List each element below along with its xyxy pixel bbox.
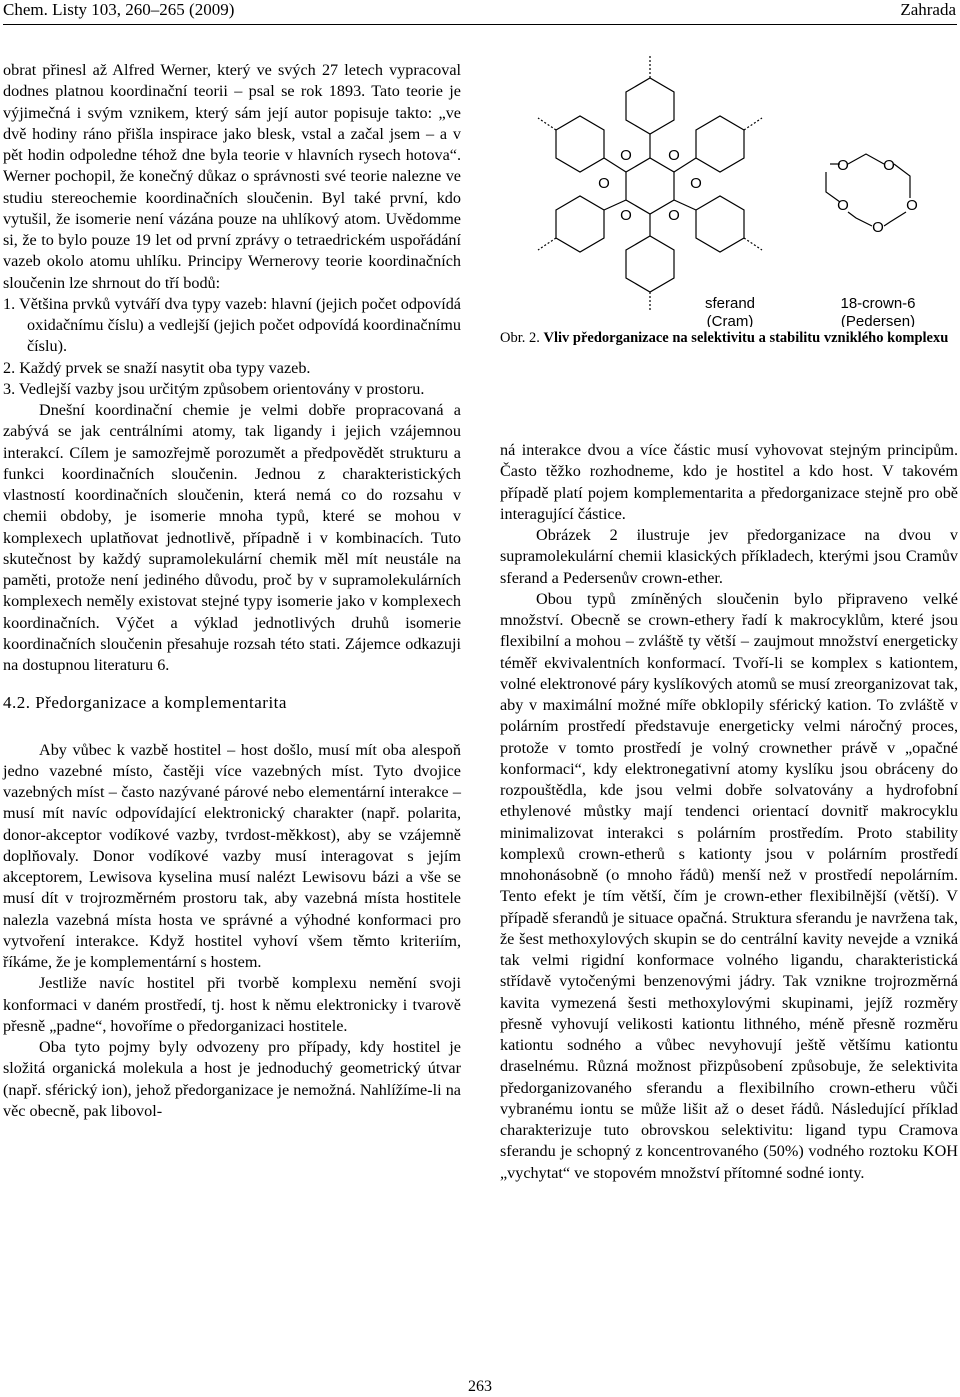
crown-author: (Pedersen) xyxy=(840,313,916,327)
oxygen-label: O xyxy=(837,197,849,214)
journal-citation: Chem. Listy 103, 260–265 (2009) xyxy=(3,0,235,19)
paragraph: Aby vůbec k vazbě hostitel – host došlo, musí mít oba alespoň jedno vazebné místo, častěji více vazebných míst. Tyto dvojice vazebných míst – často nazývané párové nebo elementární interakce – musí mít navíc odpovídající elektronický charakter (např. polarita, donor-akceptor vodíkové vazby, tvrdost-měkkost), aby se vzájemně doplňovaly. Donor vodíkové vazby musí interagovat s jejím akceptorem, Lewisova kyselina musí nalézt Lewisovu bázi a vše se musí dít v trojrozměrném prostoru tak, aby vazebná místa hostitele nalezla vazebná místa hosta ve správné a výhodné konformaci pro vytvoření interakce. Když hostitel vyhoví všem těmto kriteriím, říkáme, že je komplementární s hostem. xyxy=(3,740,461,971)
oxygen-label: O xyxy=(690,175,702,192)
right-column xyxy=(500,440,958,1184)
sferand-author: (Cram) xyxy=(706,313,754,327)
sferand-label: sferand xyxy=(704,295,756,312)
header-rule xyxy=(3,24,957,25)
paragraph: Oba tyto pojmy byly odvozeny pro případy, kdy hostitel je složitá organická molekula a host je jednoduchý geometrický útvar (např. sférický ion), jehož předorganizace je nemožná. Nahlížíme-li na věc obecně, pak libovol- xyxy=(3,1038,461,1120)
figure-labels xyxy=(705,295,916,327)
oxygen-label: O xyxy=(620,207,632,224)
paragraph: obrat přinesl až Alfred Werner, který ve svých 27 letech vypracoval dodnes platnou koordinační teorii – psal se rok 1893. Tato teorie je výjimečná i svým vznikem, který sám její autor popisuje takto: „ve dvě hodiny ráno přišla inspirace jako blesk, vstal a začal jsem – a v pět hodin odpoledne téhož dne byla teorie v hlavních rysech hotova“. Werner pochopil, že konečný důkaz o správnosti své teorie nalezne ve studiu stereochemie koordinačních sloučenin. Byl také první, kdo vytušil, že isomerie není vázána pouze na uhlíkový atom. Uvědomme si, že to bylo pouze 19 let od první zprávy o tetraedrickém uspořádání vazeb okolo atomu uhlíku. Principy Wernerovy teorie koordinačních sloučenin lze shrnout do tří bodů: xyxy=(3,61,461,292)
list-item: 3. Vedlejší vazby jsou určitým způsobem orientovány v prostoru. xyxy=(3,379,425,398)
oxygen-label: O xyxy=(668,207,680,224)
oxygen-label: O xyxy=(598,175,610,192)
paragraph: ná interakce dvou a více částic musí vyhovovat stejným principům. Často těžko rozhodneme, kdo je hostitel a kdo host. V takovém případě platí pojem komplementarita a předorganizace stejně pro obě interagující částice. xyxy=(500,441,958,523)
left-column xyxy=(3,60,461,1122)
oxygen-label: O xyxy=(668,147,680,164)
section-heading: 4.2. Předorganizace a komplementarita xyxy=(3,693,287,713)
structure-diagram xyxy=(500,42,958,327)
list-item: 2. Každý prvek se snaží nasytit oba typy vazeb. xyxy=(3,358,311,377)
caption-text: Vliv předorganizace na selektivitu a stabilitu vzniklého komplexu xyxy=(543,330,949,346)
oxygen-label: O xyxy=(883,157,895,174)
page-number: 263 xyxy=(468,1378,492,1395)
crown-oxygens xyxy=(837,157,918,236)
author-name: Zahrada xyxy=(900,0,956,19)
paragraph: Obou typů zmíněných sloučenin bylo připraveno velké množství. Obecně se crown-ethery řadí k makrocyklům, které jsou flexibilní a mohou – zvláště ty větší – zaujmout množství energeticky téměř ekvivalentních konformací. Tvoří-li se komplex s kationtem, volné elektronové páry kyslíkových atomů se musí zreorganizovat tak, aby v maximální možné míře obklopily sférický kation. To zvláště v polárním prostředí představuje energeticky velmi náročný proces, protože v tomto prostředí je volný crownether právě v „opačné konformaci“, kdy elektronegativní atomy kyslíku jsou obráceny do rozpouštědla, kde jsou velmi dobře solvatovány a hydrofobní ethylenové můstky mají tendenci orientací dovnitř makrocyklu minimalizovat interakci s polárním prostředím. Proto stability komplexů crown-etherů s kationty jsou v polárním prostředí mnohonásobně (o mnoho řádů) menší než v prostředí nepolárním. Tento efekt je tím větší, čím je crown-ether flexibilnější (větší). V případě sferandů je situace opačná. Struktura sferandu je navržena tak, že šest methoxylových skupin se do centrální kavity nevejde a vzniká tak velmi rigidní konformace volného ligandu, charakteristická střídavě vytočenými benzenovými jádry. Tak vznikne trojrozměrná kavita vymezená šesti methoxylovými skupinami, jejíž rozměry přesně vyhovují velikosti kationtu lithného, méně přesně rozměru kationtu sodného a vůbec nevyhovují ještě většímu kationtu draselnému. Různá možnost přizpůsobení způsobuje, že selektivita předorganizovaného sferandu a flexibilního crown-etheru vůči vybranému iontu se může lišit až o deset řádů. Následující příklad charakterizuje tuto obrovskou selektivitu: ligand typu Cramova sferandu je schopný z koncentrovaného (50%) vodného roztoku KOH „vychytat“ ve stopovém množství přítomné sodné ionty. xyxy=(500,589,958,1182)
running-header xyxy=(0,0,960,22)
figure-2 xyxy=(500,42,958,342)
paragraph: Obrázek 2 ilustruje jev předorganizace na dvou v supramolekulární chemii klasických příkladech, kterými jsou Cramův sferand a Pedersenův crown-ether. xyxy=(500,526,958,587)
sferand-structure xyxy=(538,56,762,312)
caption-number: Obr. 2. xyxy=(500,330,540,346)
paragraph: Jestliže navíc hostitel při tvorbě komplexu nemění svoji konformaci v daném prostředí, tj. host k němu elektronicky i tvarově přesně „padne“, hovoříme o předorganizaci hostitele. xyxy=(3,974,461,1035)
crown-label: 18-crown-6 xyxy=(840,295,916,312)
paragraph: Dnešní koordinační chemie je velmi dobře propracovaná a zabývá se jak centrálními atomy, tak ligandy i jejich vzájemnou interakcí. Cílem je samozřejmě porozumět a předpovědět strukturu a funkci koordinačních sloučenin. Jednou z charakteristických vlastností koordinačních sloučenin, která nemá co do rozsahu v chemii obdoby, je isomerie mnoha typů, které se mohou v komplexech uplatňovat jednotlivě, případně i v kombinacích. Tuto skutečnost by každý supramolekulární chemik měl mít neustále na paměti, protože není jediného důvodu, proč by v supramolekulárních komplexech neměly existovat stejné typy isomerie jako v komplexech koordinačních. Výčet a výklad jednotlivých druhů isomerie koordinačních sloučenin přesahuje rozsah této stati. Zájemce odkazuji na dostupnou literaturu 6. xyxy=(3,401,461,674)
oxygen-label: O xyxy=(620,147,632,164)
oxygen-label: O xyxy=(906,197,918,214)
list-item: 1. Většina prvků vytváří dva typy vazeb: hlavní (jejich počet odpovídá oxidačnímu číslu) a vedlejší (jejich počet odpovídá koordinačnímu číslu). xyxy=(3,294,461,356)
figure-caption xyxy=(500,329,958,348)
oxygen-label: O xyxy=(837,157,849,174)
oxygen-label: O xyxy=(872,219,884,236)
